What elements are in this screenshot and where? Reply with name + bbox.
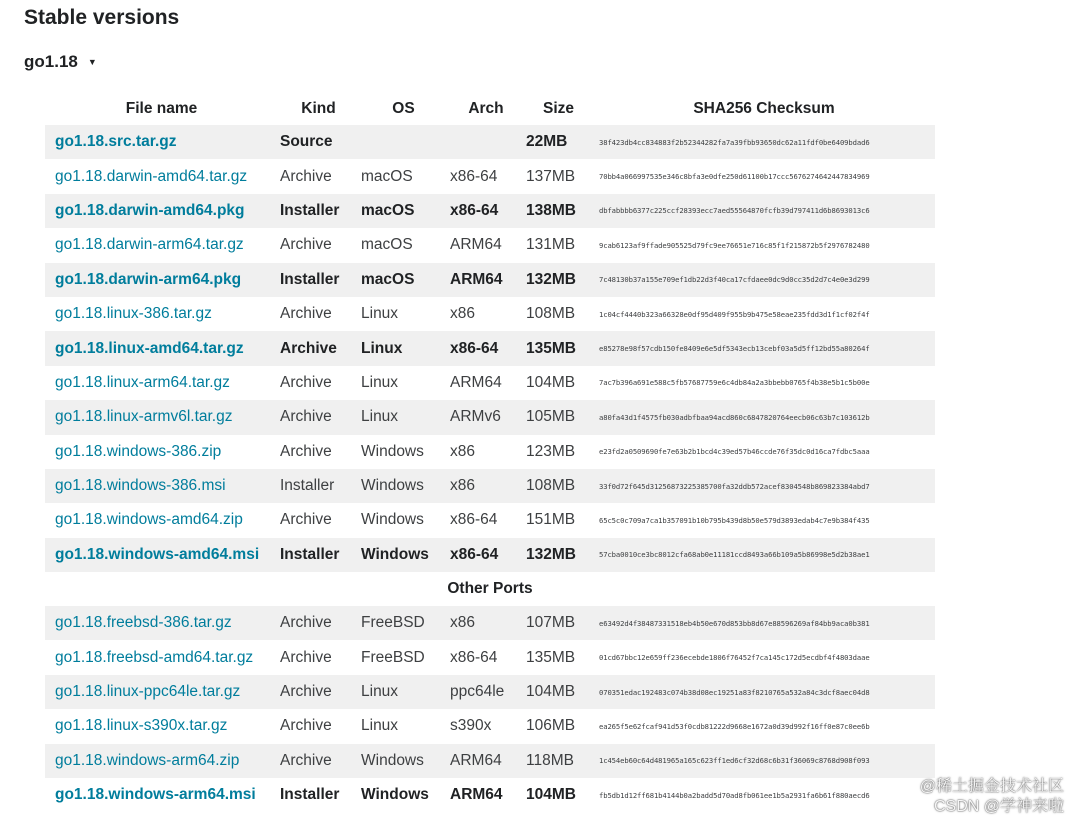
table-row: [45, 606, 935, 640]
sha256-cell: e23fd2a0509690fe7e63b2b1bcd4c39ed57b46ccde76f35dc0d16ca7fdbc5aaa: [599, 447, 870, 457]
kind-cell: Archive: [278, 400, 359, 434]
os-cell: Linux: [361, 305, 399, 323]
file-name-cell: [45, 297, 278, 331]
kind-cell: Archive: [280, 305, 332, 323]
arch-cell: x86: [450, 305, 475, 323]
sha256-cell: dbfabbbb6377c225ccf28393ecc7aed55564870fcfb39d797411d6b8693013c6: [593, 194, 935, 228]
header-os: OS: [392, 99, 415, 117]
download-link[interactable]: go1.18.windows-386.zip: [55, 442, 222, 460]
os-cell: Windows: [361, 442, 424, 460]
table-row: [45, 159, 935, 193]
download-link[interactable]: go1.18.windows-amd64.msi: [55, 545, 260, 563]
watermark-line-2: CSDN @学神来啦: [933, 798, 1064, 815]
sha256-cell: 7ac7b396a691e588c5fb57687759e6c4db84a2a3bbebb0765f4b38e5b1c5b00e: [599, 378, 870, 388]
file-name-cell: [45, 228, 278, 262]
version-label: go1.18: [24, 52, 78, 71]
arch-cell: ARMv6: [448, 400, 524, 434]
size-cell: 135MB: [524, 331, 593, 365]
table-row: [45, 331, 935, 365]
file-name-cell: [45, 709, 278, 743]
table-header-row: [45, 92, 935, 125]
size-cell: 104MB: [526, 373, 576, 391]
other-ports-section: [45, 572, 935, 606]
arch-cell: ARM64: [450, 373, 502, 391]
os-cell: Windows: [361, 511, 424, 529]
size-cell: 106MB: [526, 717, 576, 735]
download-link[interactable]: go1.18.darwin-amd64.tar.gz: [55, 167, 248, 185]
file-name-cell: [45, 159, 278, 193]
sha256-cell: fb5db1d12ff681b4144b0a2badd5d70ad8fb061ee1b5a2931fa6b61f880aecd6: [599, 790, 870, 800]
size-cell: 123MB: [526, 442, 576, 460]
kind-cell: Installer: [280, 786, 340, 804]
download-link[interactable]: go1.18.linux-386.tar.gz: [55, 305, 212, 323]
table-row: [45, 469, 935, 503]
download-link[interactable]: go1.18.linux-armv6l.tar.gz: [55, 408, 233, 426]
file-name-cell: [45, 125, 278, 159]
table-row: [45, 709, 935, 743]
other-ports-label: Other Ports: [45, 572, 935, 606]
os-cell: macOS: [359, 194, 448, 228]
table-row: [45, 503, 935, 537]
sha256-cell: 38f423db4cc834883f2b52344282fa7a39fbb93650dc62a11fdf0be6409bdad6: [593, 125, 935, 159]
table-row: [45, 538, 935, 572]
sha256-cell: 9cab6123af9ffade905525d79fc9ee76651e716c85f1f215872b5f2976782480: [599, 240, 870, 250]
size-cell: 107MB: [524, 606, 593, 640]
size-cell: 151MB: [526, 511, 576, 529]
size-cell: 132MB: [524, 538, 593, 572]
arch-cell: ARM64: [450, 236, 502, 254]
arch-cell: x86-64: [448, 331, 524, 365]
size-cell: 118MB: [524, 744, 593, 778]
table-row: [45, 744, 935, 778]
os-cell: FreeBSD: [361, 648, 425, 666]
size-cell: 22MB: [524, 125, 593, 159]
size-cell: 104MB: [526, 786, 576, 804]
file-name-cell: [45, 538, 278, 572]
file-name-cell: [45, 606, 278, 640]
arch-cell: x86: [448, 606, 524, 640]
download-link[interactable]: go1.18.darwin-amd64.pkg: [55, 201, 245, 219]
sha256-cell: 1c04cf4440b323a66328e0df95d409f955b9b475e58eae235fdd3d1f1cf02f4f: [599, 309, 870, 319]
download-link[interactable]: go1.18.darwin-arm64.pkg: [55, 270, 242, 288]
kind-cell: Archive: [280, 236, 332, 254]
size-cell: 138MB: [524, 194, 593, 228]
os-cell: macOS: [361, 167, 413, 185]
download-link[interactable]: go1.18.freebsd-amd64.tar.gz: [55, 648, 254, 666]
arch-cell: x86-64: [448, 194, 524, 228]
os-cell: macOS: [361, 236, 413, 254]
kind-cell: Installer: [278, 263, 359, 297]
download-link[interactable]: go1.18.darwin-arm64.tar.gz: [55, 236, 244, 254]
other-ports-body: [45, 606, 935, 812]
caret-down-icon: ▼: [87, 57, 97, 67]
sha256-cell: 7c48130b37a155e709ef1db22d3f40ca17cfdaee0dc9d0cc35d2d7c4e0e3d299: [593, 263, 935, 297]
table-row: [45, 297, 935, 331]
header-file-name: File name: [125, 99, 198, 117]
page-title: Stable versions: [24, 6, 180, 29]
download-link[interactable]: go1.18.windows-amd64.zip: [55, 511, 243, 529]
header-size: Size: [542, 99, 574, 117]
file-name-cell: [45, 640, 278, 674]
file-name-cell: [45, 435, 278, 469]
arch-cell: x86-64: [450, 167, 498, 185]
os-cell: [359, 125, 448, 159]
file-name-cell: [45, 366, 278, 400]
download-link[interactable]: go1.18.linux-ppc64le.tar.gz: [55, 683, 241, 701]
arch-cell: x86-64: [450, 648, 498, 666]
table-row: [45, 675, 935, 709]
file-name-cell: [45, 744, 278, 778]
arch-cell: ARM64: [448, 263, 524, 297]
table-row: [45, 263, 935, 297]
version-toggle[interactable]: [24, 52, 97, 72]
watermark: [920, 777, 1064, 817]
kind-cell: Archive: [278, 675, 359, 709]
table-row: [45, 366, 935, 400]
os-cell: macOS: [359, 263, 448, 297]
sha256-cell: ea265f5e62fcaf941d53f0cdb81222d9668e1672a0d39d992f16ff0e87c0ee6b: [599, 721, 870, 731]
kind-cell: Archive: [280, 717, 332, 735]
sha256-cell: 65c5c0c709a7ca1b357091b10b795b439d8b50e579d3893edab4c7e9b384f435: [599, 515, 870, 525]
file-name-cell: [45, 400, 278, 434]
os-cell: Linux: [359, 675, 448, 709]
table-row: [45, 778, 935, 812]
kind-cell: Archive: [278, 331, 359, 365]
download-link[interactable]: go1.18.linux-amd64.tar.gz: [55, 339, 244, 357]
arch-cell: x86: [450, 442, 475, 460]
arch-cell: s390x: [450, 717, 492, 735]
file-name-cell: [45, 778, 278, 812]
download-link[interactable]: go1.18.windows-arm64.zip: [55, 751, 240, 769]
arch-cell: [448, 125, 524, 159]
header-kind: Kind: [301, 99, 336, 117]
kind-cell: Archive: [278, 606, 359, 640]
download-link[interactable]: go1.18.freebsd-386.tar.gz: [55, 614, 232, 632]
download-link[interactable]: go1.18.windows-arm64.msi: [55, 786, 256, 804]
kind-cell: Archive: [280, 648, 332, 666]
size-cell: 131MB: [526, 236, 576, 254]
os-cell: Linux: [361, 373, 399, 391]
sha256-cell: 1c454eb60c64d481965a165c623ff1ed6cf32d68c6b31f36069c8768d908f093: [593, 744, 935, 778]
table-body: [45, 125, 935, 572]
sha256-cell: 57cba0010ce3bc8012cfa68ab0e11181ccd8493a66b109a5b86998e5d2b38ae1: [593, 538, 935, 572]
table-row: [45, 194, 935, 228]
kind-cell: Archive: [278, 744, 359, 778]
table-row: [45, 228, 935, 262]
file-name-cell: [45, 675, 278, 709]
arch-cell: ppc64le: [448, 675, 524, 709]
file-name-cell: [45, 331, 278, 365]
header-sha256: SHA256 Checksum: [693, 99, 835, 117]
sha256-cell: 070351edac192483c074b38d08ec19251a83f8210765a532a84c3dcf8aec04d8: [593, 675, 935, 709]
download-link[interactable]: go1.18.windows-386.msi: [55, 477, 226, 495]
os-cell: Linux: [359, 400, 448, 434]
sha256-cell: 70bb4a066997535e346c8bfa3e0dfe250d61100b17ccc5676274642447834969: [599, 172, 870, 182]
os-cell: Windows: [359, 469, 448, 503]
sha256-cell: 33f0d72f645d31256873225385700fa32ddb572acef8304548b869823384abd7: [593, 469, 935, 503]
arch-cell: x86-64: [450, 511, 498, 529]
size-cell: 108MB: [526, 305, 576, 323]
file-name-cell: [45, 469, 278, 503]
kind-cell: Archive: [280, 373, 332, 391]
file-name-cell: [45, 194, 278, 228]
watermark-line-1: @稀土掘金技术社区: [919, 778, 1064, 795]
os-cell: Windows: [361, 786, 429, 804]
kind-cell: Installer: [278, 538, 359, 572]
table-row: [45, 125, 935, 159]
size-cell: 132MB: [524, 263, 593, 297]
kind-cell: Archive: [280, 511, 332, 529]
kind-cell: Archive: [280, 442, 332, 460]
kind-cell: Installer: [278, 194, 359, 228]
os-cell: Linux: [359, 331, 448, 365]
kind-cell: Source: [278, 125, 359, 159]
arch-cell: ARM64: [450, 786, 503, 804]
download-link[interactable]: go1.18.linux-arm64.tar.gz: [55, 373, 230, 391]
size-cell: 135MB: [526, 648, 576, 666]
downloads-table-wrapper: [45, 92, 935, 812]
file-name-cell: [45, 263, 278, 297]
os-cell: Windows: [359, 744, 448, 778]
arch-cell: ARM64: [448, 744, 524, 778]
sha256-cell: e63492d4f38487331518eb4b50e670d853bb8d67e88596269af84bb9aca0b381: [593, 606, 935, 640]
table-row: [45, 435, 935, 469]
table-row: [45, 640, 935, 674]
arch-cell: x86: [448, 469, 524, 503]
sha256-cell: e85278e98f57cdb150fe8409e6e5df5343ecb13cebf03a5d5ff12bd55a80264f: [593, 331, 935, 365]
os-cell: Linux: [361, 717, 399, 735]
header-arch: Arch: [468, 99, 504, 117]
size-cell: 108MB: [524, 469, 593, 503]
sha256-cell: 01cd67bbc12e659ff236ecebde1806f76452f7ca145c172d5ecdbf4f4803daae: [599, 653, 870, 663]
size-cell: 137MB: [526, 167, 576, 185]
kind-cell: Archive: [280, 167, 332, 185]
other-ports-row: [45, 572, 935, 606]
download-link[interactable]: go1.18.linux-s390x.tar.gz: [55, 717, 228, 735]
arch-cell: x86-64: [448, 538, 524, 572]
download-link[interactable]: go1.18.src.tar.gz: [55, 133, 177, 151]
kind-cell: Installer: [278, 469, 359, 503]
sha256-cell: a80fa43d1f4575fb030adbfbaa94acd860c6847820764eecb06c63b7c103612b: [593, 400, 935, 434]
os-cell: Windows: [359, 538, 448, 572]
os-cell: FreeBSD: [359, 606, 448, 640]
file-name-cell: [45, 503, 278, 537]
downloads-table: [45, 92, 935, 812]
size-cell: 105MB: [524, 400, 593, 434]
table-row: [45, 400, 935, 434]
size-cell: 104MB: [524, 675, 593, 709]
